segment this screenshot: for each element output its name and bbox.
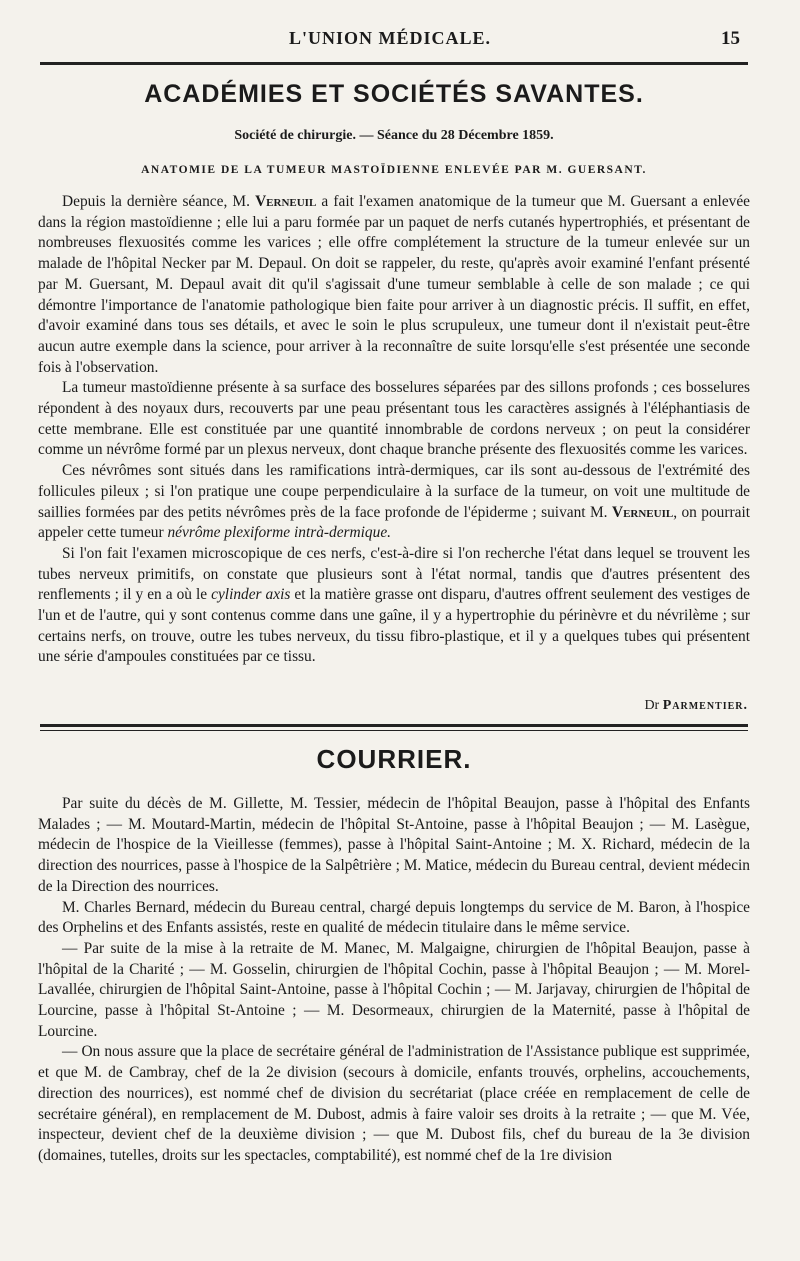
section-title-academies: ACADÉMIES ET SOCIÉTÉS SAVANTES.	[144, 80, 644, 108]
session-date: — Séance du 28 Décembre 1859.	[356, 128, 554, 143]
paragraph: Depuis la dernière séance, M. Verneuil a fait l'examen anatomique de la tumeur que M. Guersant a enlevée dans la région mastoïdienne ; elle lui a paru formée par un paquet de nerfs cutanés hypertrophiés, et présentant de nombreuses flexuosités comme les varices ; elle offre complétement la structure de la tumeur enlevée sur un malade de l'hôpital Necker par M. Depaul. On doit se rappeler, du reste, qu'après avoir examiné l'enfant présenté par M. Guersant, M. Depaul avait dit qu'il s'agissait d'une tumeur semblable à celle de son malade ; ce qui démontre l'importance de l'anatomie pathologique bien faite pour arriver à un diagnostic précis. Il suffit, en effet, d'avoir examiné dans tous ses détails, et avec le soin le plus scrupuleux, une tumeur dont il n'existait peut-être aucun autre exemple dans la science, pour arriver à la reconnaître de suite lorsqu'elle s'est présentée une seconde fois à l'observation.	[38, 193, 751, 376]
paragraph: Ces névrômes sont situés dans les ramifications intrà-dermiques, car ils sont au-dessous de l'extrémité des follicules pileux ; si l'on pratique une coupe perpendiculaire à la surface de la tumeur, on voit une multitude de saillies formées par des petits névrômes près de la face profonde de l'épiderme ; suivant M. Verneuil, on pourrait appeler cette tumeur névrôme plexiforme intrà-dermique.	[38, 462, 751, 542]
author-name: Verneuil	[255, 193, 317, 210]
page-number: 15	[721, 28, 740, 49]
paragraph: M. Charles Bernard, médecin du Bureau central, chargé depuis longtemps du service de M. Baron, à l'hospice des Orphelins et des Enfants assistés, reste en qualité de médecin titulaire dans le même service.	[38, 898, 750, 937]
paragraph: La tumeur mastoïdienne présente à sa surface des bosselures séparées par des sillons profonds ; ces bosselures répondent à des noyaux durs, recouverts par une peau présentant tous les caractères assignés à l'éléphantiasis de cette membrane. Elle est constituée par une quantité innombrable de cordons nerveux ; on peut la considérer comme un névrôme formé par un plexus nerveux, dont chaque branche présente des flexuosités comme les varices.	[38, 379, 750, 459]
paragraph: — Par suite de la mise à la retraite de M. Manec, M. Malgaigne, chirurgien de l'hôpital Beaujon, passe à l'hôpital de la Charité ; — M. Gosselin, chirurgien de l'hôpital Cochin, passe à l'hôpital Beaujon ; — M. Morel-Lavallée, chirurgien de l'hôpital Saint-Antoine, passe à l'hôpital Cochin ; — M. Jarjavay, chirurgien de l'hôpital de Lourcine, passe à l'hôpital St-Antoine ; — M. Desormeaux, chirurgien de la Maternité, passe à l'hôpital de Lourcine.	[38, 939, 750, 1040]
journal-title: L'UNION MÉDICALE.	[288, 28, 492, 48]
section-title-courrier: COURRIER.	[316, 744, 472, 774]
signature: Dr Parmentier.	[644, 698, 748, 713]
term-italic: cylinder axis	[211, 586, 291, 604]
article-title: ANATOMIE DE LA TUMEUR MASTOÏDIENNE ENLEVÉE PAR M. GUERSANT.	[141, 164, 647, 176]
author-name: Verneuil	[611, 503, 674, 521]
section-rule-bottom	[40, 730, 748, 731]
section-rule-top	[40, 724, 748, 727]
paragraph: — On nous assure que la place de secrétaire général de l'administration de l'Assistance publique est supprimée, et que M. de Cambray, chef de la 2e division (secours à domicile, enfants trouvés, orphelins, accouchements, direction des nourrices), est nommé chef de division du secrétariat (place créée en remplacement de celle de secrétaire général), en remplacement de M. Dubost, admis à faire valoir ses droits à la retraite ; — que M. Vée, inspecteur, devient chef de la deuxième division ; — que M. Dubost fils, chef du bureau de la 3e division (domaines, tutelles, droits sur les spectacles, comptabilité), est nommé chef de la 1re division	[38, 1043, 750, 1164]
term-italic: névrôme plexiforme intrà-dermique.	[167, 524, 392, 542]
courrier-body	[38, 794, 750, 1167]
society-heading	[40, 128, 748, 144]
running-head	[40, 28, 740, 54]
academies-body	[38, 192, 750, 668]
paragraph: Par suite du décès de M. Gillette, M. Tessier, médecin de l'hôpital Beaujon, passe à l'hôpital des Enfants Malades ; — M. Moutard-Martin, médecin de l'hôpital St-Antoine, passe à l'hôpital Beaujon ; — M. Lasègue, médecin de l'hospice de la Vieillesse (femmes), passe à l'hôpital Saint-Antoine ; M. X. Richard, médecin de la direction des nourrices, passe à l'hospice de la Salpêtrière ; M. Matice, médecin du Bureau central, devient médecin de la Direction des nourrices.	[38, 795, 750, 895]
society-name: Société de chirurgie.	[234, 128, 356, 143]
paragraph: Si l'on fait l'examen microscopique de ces nerfs, c'est-à-dire si l'on recherche l'état dans lequel se trouvent les tubes nerveux primitifs, on constate que plusieurs sont à l'état normal, tandis que d'autres présentent des renflements ; il y en a où le cylinder axis et la matière grasse ont disparu, d'autres offrent seulement des vestiges de l'un et de l'autre, qui y sont contenus comme dans une gaîne, il y a hypertrophie du périnèvre et du névrilème ; sur certains nerfs, on trouve, outre les tubes nerveux, du tissu fibro-plastique, et il y a quelques tubes qui présentent une série d'ampoules constituées par ce tissu.	[38, 544, 750, 666]
header-rule	[40, 62, 748, 65]
